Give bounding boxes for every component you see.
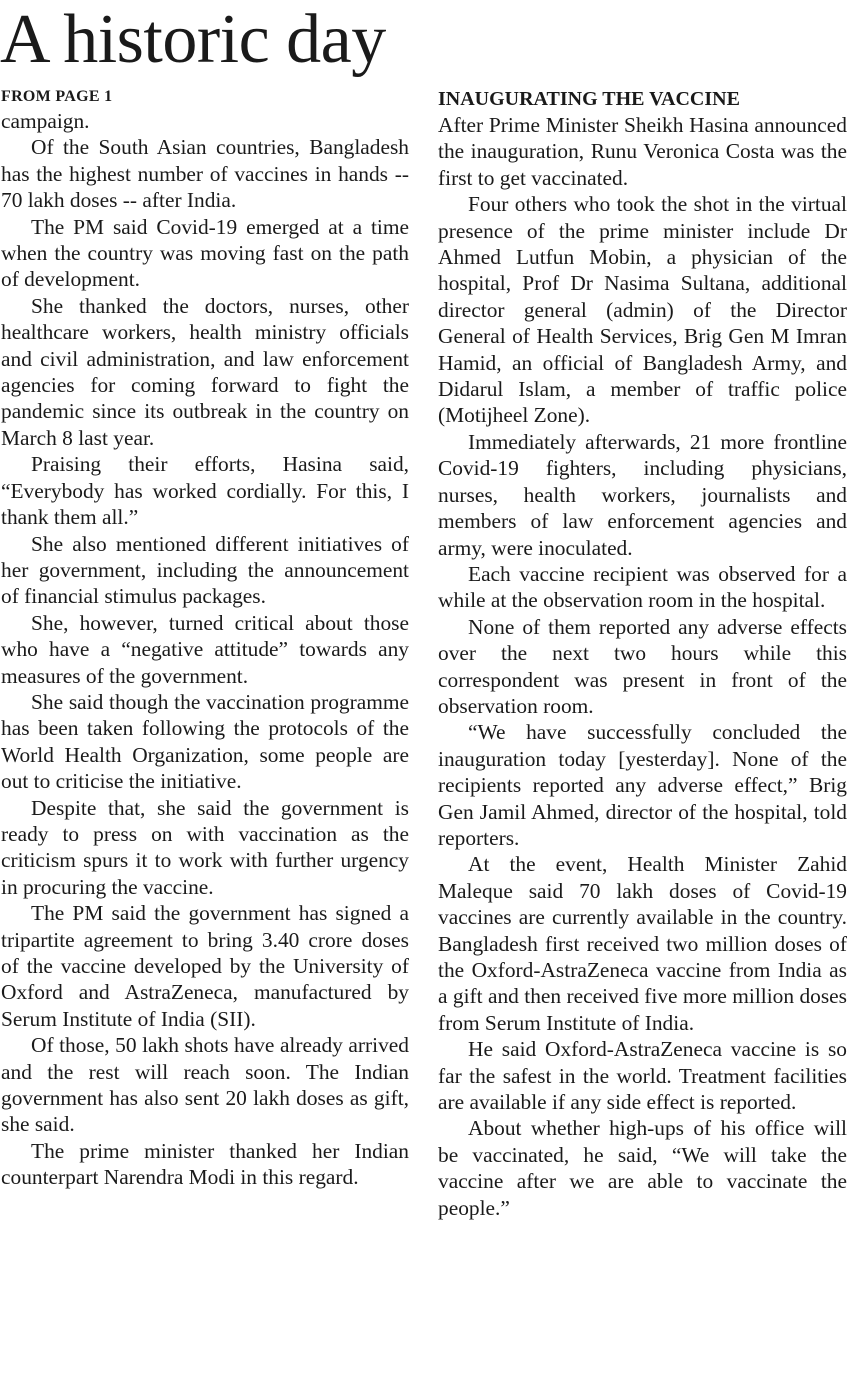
paragraph: She thanked the doctors, nurses, other healthcare workers, health ministry officials and civil administration, and law enforcement agencies for coming forward to fight the pandemic since its outbreak in the country on March 8 last year. <box>1 293 409 450</box>
paragraph: Despite that, she said the government is ready to press on with vaccination as the criticism spurs it to work with further urgency in procuring the vaccine. <box>1 795 409 899</box>
paragraph: campaign. <box>1 109 90 133</box>
paragraph: Immediately afterwards, 21 more frontline Covid-19 fighters, including physicians, nurses, health workers, journalists and members of law enforcement agencies and army, were inoculated. <box>438 429 847 560</box>
paragraph: At the event, Health Minister Zahid Maleque said 70 lakh doses of Covid-19 vaccines are currently available in the country. Bangladesh first received two million doses of the Oxford-AstraZeneca vaccine from India as a gift and then received five more million doses from Serum Institute of India. <box>438 852 847 1035</box>
paragraph: After Prime Minister Sheikh Hasina announced the inauguration, Runu Veronica Costa was the first to get vaccinated. <box>438 113 847 190</box>
paragraph: The PM said Covid-19 emerged at a time when the country was moving fast on the path of development. <box>1 214 409 292</box>
paragraph: Praising their efforts, Hasina said, “Everybody has worked cordially. For this, I thank them all.” <box>1 452 409 530</box>
paragraph: “We have successfully concluded the inauguration today [yesterday]. None of the recipients reported any adverse effect,” Brig Gen Jamil Ahmed, director of the hospital, told reporters. <box>438 720 847 850</box>
paragraph: She also mentioned different initiatives of her government, including the announcement of financial stimulus packages. <box>1 531 409 609</box>
section-subhead: INAUGURATING THE VACCINE <box>438 88 740 110</box>
paragraph: Four others who took the shot in the virtual presence of the prime minister include Dr Ahmed Lutfun Mobin, a physician of the hospital, Prof Dr Nasima Sultana, additional director general (admin) of the Director General of Health Services, Brig Gen M Imran Hamid, an official of Bangladesh Army, and Didarul Islam, a member of traffic police (Motijheel Zone). <box>438 192 847 428</box>
paragraph: She, however, turned critical about those who have a “negative attitude” towards any measures of the government. <box>1 610 409 688</box>
paragraph: She said though the vaccination programme has been taken following the protocols of the World Health Organization, some people are out to criticise the initiative. <box>1 689 409 794</box>
paragraph: About whether high-ups of his office will be vaccinated, he said, “We will take the vaccine after we are able to vaccinate the people.” <box>438 1116 847 1220</box>
headline: A historic day <box>0 1 386 78</box>
paragraph: Of those, 50 lakh shots have already arrived and the rest will reach soon. The Indian government has also sent 20 lakh doses as gift, she said. <box>1 1033 409 1137</box>
paragraph: The PM said the government has signed a tripartite agreement to bring 3.40 crore doses of the vaccine developed by the University of Oxford and AstraZeneca, manufactured by Serum Institute of India (SII). <box>1 901 409 1031</box>
paragraph: He said Oxford-AstraZeneca vaccine is so far the safest in the world. Treatment facilities are available if any side effect is reported. <box>438 1037 847 1115</box>
left-column <box>1 86 409 1191</box>
right-column <box>438 86 847 1221</box>
paragraph: Of the South Asian countries, Bangladesh has the highest number of vaccines in hands -- 70 lakh doses -- after India. <box>1 135 409 213</box>
paragraph: None of them reported any adverse effects over the next two hours while this correspondent was present in front of the observation room. <box>438 614 847 718</box>
paragraph: The prime minister thanked her Indian counterpart Narendra Modi in this regard. <box>1 1138 409 1190</box>
paragraph: Each vaccine recipient was observed for a while at the observation room in the hospital. <box>438 561 847 613</box>
continued-from-label: FROM PAGE 1 <box>1 88 113 105</box>
